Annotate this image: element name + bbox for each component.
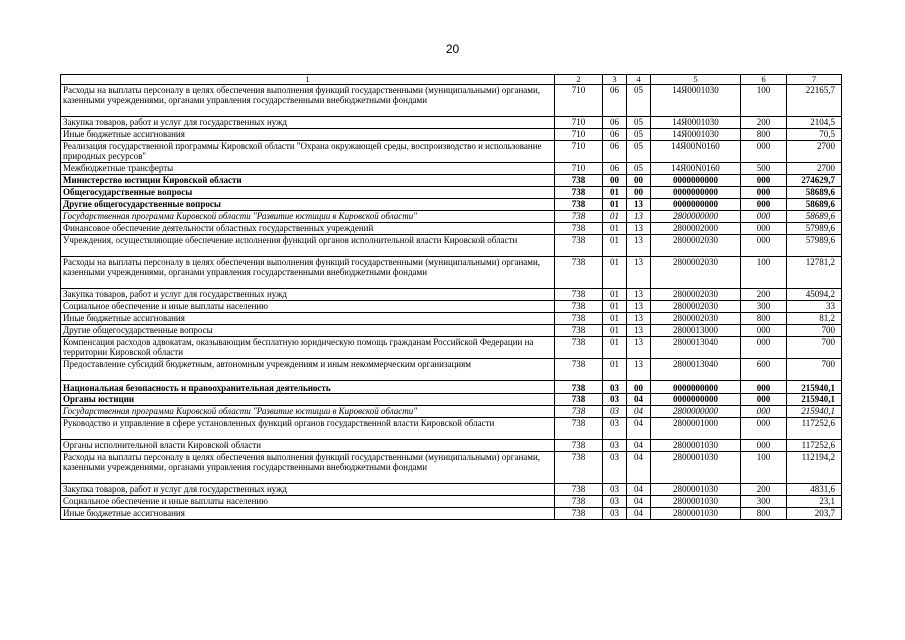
row-rz: 01 xyxy=(603,211,627,223)
row-sum: 117252,6 xyxy=(787,440,842,452)
row-rz: 01 xyxy=(603,223,627,235)
row-vr: 800 xyxy=(741,129,787,141)
row-pr: 04 xyxy=(627,406,651,418)
table-row xyxy=(61,141,842,163)
row-pr: 04 xyxy=(627,418,651,440)
header-cell: 2 xyxy=(555,75,603,85)
row-rz: 00 xyxy=(603,175,627,187)
table-row xyxy=(61,301,842,313)
row-vr: 000 xyxy=(741,440,787,452)
table-row xyxy=(61,484,842,496)
row-name: Финансовое обеспечение деятельности областных государственных учреждений xyxy=(61,223,555,235)
row-name: Предоставление субсидий бюджетным, автономным учреждениям и иным некоммерческим организациям xyxy=(61,359,555,381)
row-csr: 2800001030 xyxy=(651,496,741,508)
row-sum: 57989,6 xyxy=(787,223,842,235)
row-vr: 000 xyxy=(741,418,787,440)
row-grbs: 738 xyxy=(555,452,603,484)
row-csr: 14Я0001030 xyxy=(651,85,741,117)
row-rz: 01 xyxy=(603,301,627,313)
header-cell: 6 xyxy=(741,75,787,85)
row-csr: 2800013040 xyxy=(651,359,741,381)
row-name: Другие общегосударственные вопросы xyxy=(61,325,555,337)
table-row xyxy=(61,187,842,199)
row-grbs: 738 xyxy=(555,418,603,440)
row-vr: 300 xyxy=(741,496,787,508)
row-vr: 800 xyxy=(741,508,787,520)
row-csr: 2800013040 xyxy=(651,337,741,359)
row-pr: 04 xyxy=(627,440,651,452)
row-csr: 14Я00N0160 xyxy=(651,141,741,163)
row-sum: 117252,6 xyxy=(787,418,842,440)
row-pr: 04 xyxy=(627,452,651,484)
row-sum: 700 xyxy=(787,337,842,359)
row-csr: 2800001030 xyxy=(651,484,741,496)
row-pr: 13 xyxy=(627,301,651,313)
row-grbs: 738 xyxy=(555,484,603,496)
row-name: Учреждения, осуществляющие обеспечение исполнения функций органов исполнительной власти Кировской области xyxy=(61,235,555,257)
row-csr: 14Я0001030 xyxy=(651,117,741,129)
row-pr: 13 xyxy=(627,199,651,211)
table-row xyxy=(61,117,842,129)
row-grbs: 738 xyxy=(555,325,603,337)
row-rz: 03 xyxy=(603,440,627,452)
row-grbs: 738 xyxy=(555,394,603,406)
header-cell: 3 xyxy=(603,75,627,85)
row-rz: 01 xyxy=(603,313,627,325)
row-pr: 04 xyxy=(627,508,651,520)
row-sum: 45094,2 xyxy=(787,289,842,301)
row-pr: 13 xyxy=(627,359,651,381)
row-sum: 33 xyxy=(787,301,842,313)
row-vr: 000 xyxy=(741,235,787,257)
row-vr: 600 xyxy=(741,359,787,381)
row-rz: 01 xyxy=(603,187,627,199)
row-grbs: 738 xyxy=(555,257,603,289)
row-name: Общегосударственные вопросы xyxy=(61,187,555,199)
row-vr: 500 xyxy=(741,163,787,175)
row-vr: 000 xyxy=(741,381,787,394)
row-rz: 03 xyxy=(603,484,627,496)
table-row xyxy=(61,129,842,141)
row-grbs: 738 xyxy=(555,359,603,381)
row-pr: 13 xyxy=(627,313,651,325)
row-rz: 01 xyxy=(603,359,627,381)
row-rz: 06 xyxy=(603,85,627,117)
row-grbs: 738 xyxy=(555,289,603,301)
row-name: Руководство и управление в сфере установленных функций органов государственной власти Кировской области xyxy=(61,418,555,440)
row-vr: 800 xyxy=(741,313,787,325)
row-sum: 2700 xyxy=(787,141,842,163)
row-pr: 04 xyxy=(627,394,651,406)
row-vr: 200 xyxy=(741,484,787,496)
row-sum: 112194,2 xyxy=(787,452,842,484)
row-grbs: 738 xyxy=(555,440,603,452)
row-vr: 000 xyxy=(741,199,787,211)
row-vr: 000 xyxy=(741,211,787,223)
row-rz: 03 xyxy=(603,381,627,394)
row-pr: 05 xyxy=(627,117,651,129)
row-sum: 2104,5 xyxy=(787,117,842,129)
row-vr: 000 xyxy=(741,406,787,418)
row-rz: 01 xyxy=(603,257,627,289)
row-name: Иные бюджетные ассигнования xyxy=(61,313,555,325)
row-vr: 200 xyxy=(741,117,787,129)
row-sum: 215940,1 xyxy=(787,406,842,418)
row-pr: 05 xyxy=(627,163,651,175)
row-name: Реализация государственной программы Кировской области "Охрана окружающей среды, воспроизводство и использование природных ресурсов" xyxy=(61,141,555,163)
table-row xyxy=(61,199,842,211)
row-vr: 100 xyxy=(741,452,787,484)
row-pr: 13 xyxy=(627,257,651,289)
row-name: Министерство юстиции Кировской области xyxy=(61,175,555,187)
row-grbs: 710 xyxy=(555,141,603,163)
row-rz: 03 xyxy=(603,508,627,520)
table-row xyxy=(61,211,842,223)
row-name: Иные бюджетные ассигнования xyxy=(61,508,555,520)
table-row xyxy=(61,163,842,175)
row-csr: 2800002000 xyxy=(651,223,741,235)
row-pr: 00 xyxy=(627,381,651,394)
row-grbs: 710 xyxy=(555,85,603,117)
row-rz: 06 xyxy=(603,141,627,163)
row-pr: 13 xyxy=(627,289,651,301)
row-vr: 000 xyxy=(741,337,787,359)
row-grbs: 738 xyxy=(555,337,603,359)
table-row xyxy=(61,452,842,484)
row-grbs: 738 xyxy=(555,175,603,187)
row-rz: 01 xyxy=(603,235,627,257)
table-row xyxy=(61,223,842,235)
row-csr: 2800000000 xyxy=(651,406,741,418)
header-cell: 4 xyxy=(627,75,651,85)
table-row xyxy=(61,440,842,452)
row-csr: 0000000000 xyxy=(651,199,741,211)
row-pr: 13 xyxy=(627,211,651,223)
row-sum: 12781,2 xyxy=(787,257,842,289)
row-name: Компенсация расходов адвокатам, оказывающим бесплатную юридическую помощь гражданам Российской Федерации на территории Кировской области xyxy=(61,337,555,359)
row-rz: 03 xyxy=(603,394,627,406)
header-cell: 7 xyxy=(787,75,842,85)
row-sum: 81,2 xyxy=(787,313,842,325)
row-grbs: 738 xyxy=(555,235,603,257)
row-name: Расходы на выплаты персоналу в целях обеспечения выполнения функций государственными (муниципальными) органами, казенными учреждениями, органами управления государственными внебюджетными фондами xyxy=(61,85,555,117)
row-vr: 000 xyxy=(741,325,787,337)
row-pr: 05 xyxy=(627,141,651,163)
row-grbs: 738 xyxy=(555,301,603,313)
table-row xyxy=(61,85,842,117)
table-row xyxy=(61,325,842,337)
table-row xyxy=(61,394,842,406)
row-csr: 14Я0001030 xyxy=(651,129,741,141)
row-csr: 2800013000 xyxy=(651,325,741,337)
row-sum: 22165,7 xyxy=(787,85,842,117)
row-grbs: 738 xyxy=(555,223,603,235)
row-name: Закупка товаров, работ и услуг для государственных нужд xyxy=(61,484,555,496)
budget-table xyxy=(60,74,842,520)
row-pr: 13 xyxy=(627,223,651,235)
row-pr: 04 xyxy=(627,496,651,508)
row-vr: 000 xyxy=(741,175,787,187)
row-pr: 00 xyxy=(627,175,651,187)
row-name: Органы исполнительной власти Кировской области xyxy=(61,440,555,452)
row-vr: 100 xyxy=(741,85,787,117)
table-row xyxy=(61,381,842,394)
row-vr: 300 xyxy=(741,301,787,313)
row-grbs: 710 xyxy=(555,129,603,141)
row-csr: 14Я00N0160 xyxy=(651,163,741,175)
row-sum: 700 xyxy=(787,325,842,337)
row-csr: 2800001030 xyxy=(651,440,741,452)
row-name: Государственная программа Кировской области "Развитие юстиции в Кировской области" xyxy=(61,211,555,223)
row-csr: 2800002030 xyxy=(651,301,741,313)
row-sum: 57989,6 xyxy=(787,235,842,257)
row-sum: 58689,6 xyxy=(787,187,842,199)
table-row xyxy=(61,508,842,520)
table-row xyxy=(61,406,842,418)
row-sum: 58689,6 xyxy=(787,199,842,211)
row-sum: 2700 xyxy=(787,163,842,175)
row-sum: 215940,1 xyxy=(787,381,842,394)
row-vr: 000 xyxy=(741,141,787,163)
row-csr: 0000000000 xyxy=(651,175,741,187)
table-header-row xyxy=(61,75,842,85)
row-rz: 06 xyxy=(603,163,627,175)
row-vr: 100 xyxy=(741,257,787,289)
row-sum: 23,1 xyxy=(787,496,842,508)
row-rz: 03 xyxy=(603,406,627,418)
row-name: Социальное обеспечение и иные выплаты населению xyxy=(61,301,555,313)
row-csr: 0000000000 xyxy=(651,187,741,199)
table-row xyxy=(61,359,842,381)
row-csr: 2800000000 xyxy=(651,211,741,223)
row-pr: 13 xyxy=(627,325,651,337)
row-grbs: 738 xyxy=(555,211,603,223)
row-sum: 58689,6 xyxy=(787,211,842,223)
row-name: Закупка товаров, работ и услуг для государственных нужд xyxy=(61,117,555,129)
row-name: Органы юстиции xyxy=(61,394,555,406)
row-name: Закупка товаров, работ и услуг для государственных нужд xyxy=(61,289,555,301)
row-csr: 2800002030 xyxy=(651,257,741,289)
row-grbs: 710 xyxy=(555,163,603,175)
row-sum: 700 xyxy=(787,359,842,381)
row-pr: 13 xyxy=(627,235,651,257)
row-rz: 03 xyxy=(603,452,627,484)
row-csr: 2800002030 xyxy=(651,289,741,301)
row-rz: 01 xyxy=(603,289,627,301)
table-row xyxy=(61,175,842,187)
row-sum: 203,7 xyxy=(787,508,842,520)
row-sum: 70,5 xyxy=(787,129,842,141)
row-rz: 01 xyxy=(603,337,627,359)
row-pr: 13 xyxy=(627,337,651,359)
row-vr: 000 xyxy=(741,223,787,235)
row-grbs: 738 xyxy=(555,496,603,508)
row-csr: 2800002030 xyxy=(651,313,741,325)
page-number: 20 xyxy=(445,42,460,56)
row-csr: 0000000000 xyxy=(651,381,741,394)
row-name: Социальное обеспечение и иные выплаты населению xyxy=(61,496,555,508)
table-row xyxy=(61,496,842,508)
row-csr: 2800002030 xyxy=(651,235,741,257)
row-rz: 01 xyxy=(603,199,627,211)
row-vr: 200 xyxy=(741,289,787,301)
header-cell: 1 xyxy=(61,75,555,85)
row-rz: 06 xyxy=(603,117,627,129)
row-sum: 274629,7 xyxy=(787,175,842,187)
header-cell: 5 xyxy=(651,75,741,85)
row-grbs: 738 xyxy=(555,187,603,199)
row-grbs: 710 xyxy=(555,117,603,129)
row-vr: 000 xyxy=(741,394,787,406)
table-row xyxy=(61,313,842,325)
table-row xyxy=(61,235,842,257)
table-row xyxy=(61,418,842,440)
row-rz: 03 xyxy=(603,418,627,440)
row-name: Национальная безопасность и правоохранительная деятельность xyxy=(61,381,555,394)
table-row xyxy=(61,337,842,359)
row-sum: 4831,6 xyxy=(787,484,842,496)
row-vr: 000 xyxy=(741,187,787,199)
row-csr: 0000000000 xyxy=(651,394,741,406)
row-pr: 05 xyxy=(627,129,651,141)
row-pr: 05 xyxy=(627,85,651,117)
row-grbs: 738 xyxy=(555,199,603,211)
row-name: Другие общегосударственные вопросы xyxy=(61,199,555,211)
row-csr: 2800001030 xyxy=(651,508,741,520)
row-pr: 04 xyxy=(627,484,651,496)
table-row xyxy=(61,289,842,301)
row-rz: 03 xyxy=(603,496,627,508)
row-name: Иные бюджетные ассигнования xyxy=(61,129,555,141)
row-name: Расходы на выплаты персоналу в целях обеспечения выполнения функций государственными (муниципальными) органами, казенными учреждениями, органами управления государственными внебюджетными фондами xyxy=(61,257,555,289)
row-grbs: 738 xyxy=(555,508,603,520)
row-pr: 00 xyxy=(627,187,651,199)
row-csr: 2800001030 xyxy=(651,452,741,484)
row-csr: 2800001000 xyxy=(651,418,741,440)
row-name: Межбюджетные трансферты xyxy=(61,163,555,175)
row-rz: 01 xyxy=(603,325,627,337)
row-grbs: 738 xyxy=(555,313,603,325)
row-grbs: 738 xyxy=(555,381,603,394)
row-rz: 06 xyxy=(603,129,627,141)
row-name: Расходы на выплаты персоналу в целях обеспечения выполнения функций государственными (муниципальными) органами, казенными учреждениями, органами управления государственными внебюджетными фондами xyxy=(61,452,555,484)
row-sum: 215940,1 xyxy=(787,394,842,406)
row-grbs: 738 xyxy=(555,406,603,418)
table-row xyxy=(61,257,842,289)
row-name: Государственная программа Кировской области "Развитие юстиции в Кировской области" xyxy=(61,406,555,418)
